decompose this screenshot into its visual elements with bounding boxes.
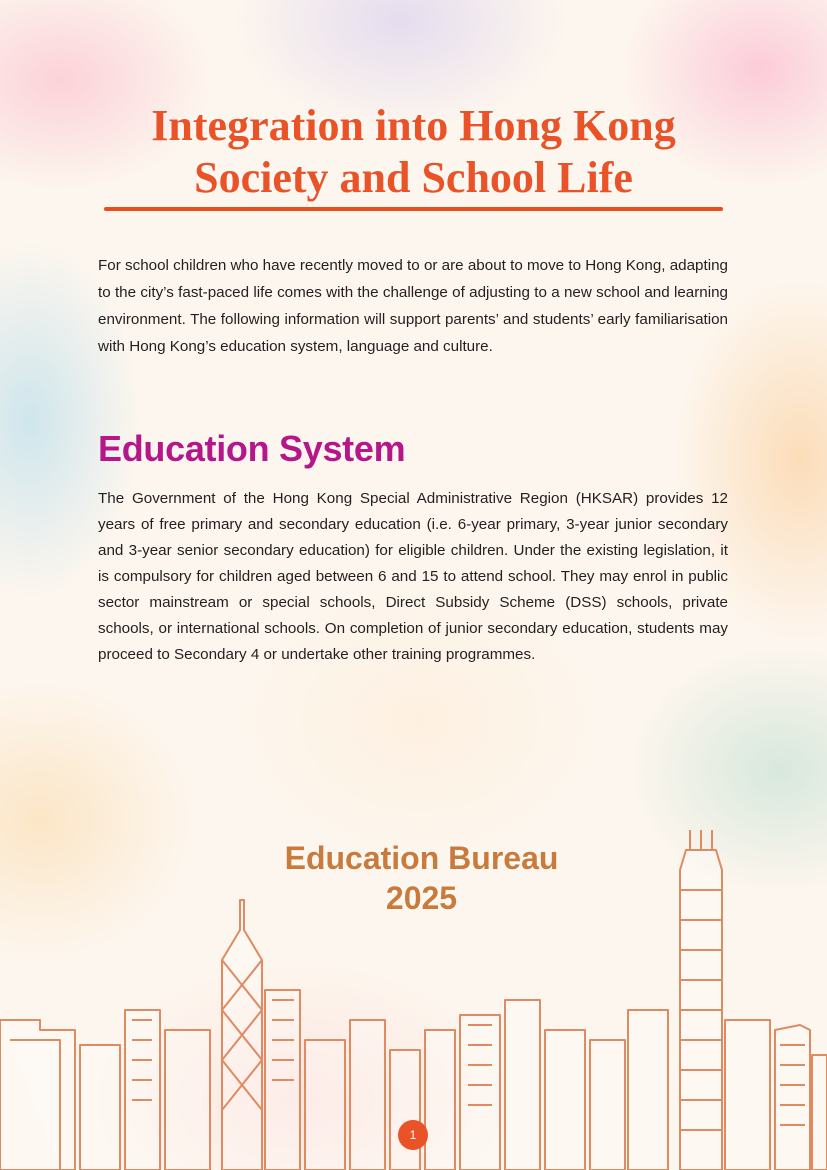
page-title-line-2: Society and School Life: [194, 153, 633, 202]
page-title: [60, 100, 767, 204]
section-heading-education-system: Education System: [98, 428, 406, 469]
intro-paragraph: For school children who have recently moved to or are about to move to Hong Kong, adapting to the city’s fast-paced life comes with the challenge of adjusting to a new school and learning environment. The following information will support parents’ and students’ early familiarisation with Hong Kong’s education system, language and culture.: [98, 257, 728, 355]
page-title-line-1: Integration into Hong Kong: [151, 101, 676, 150]
page-number-badge: 1: [398, 1120, 428, 1150]
title-underline: [104, 207, 723, 211]
education-system-paragraph: The Government of the Hong Kong Special Administrative Region (HKSAR) provides 12 years of free primary and secondary education (i.e. 6-year primary, 3-year junior secondary and 3-year senior secondary education) for eligible children. Under the existing legislation, it is compulsory for children aged between 6 and 15 to attend school. They may enrol in public sector mainstream or special schools, Direct Subsidy Scheme (DSS) schools, private schools, or international schools. On completion of junior secondary education, students may proceed to Secondary 4 or undertake other training programmes.: [98, 490, 728, 663]
publisher-block: [214, 838, 629, 918]
publication-year: 2025: [385, 880, 458, 916]
publisher-name: Education Bureau: [284, 840, 559, 876]
